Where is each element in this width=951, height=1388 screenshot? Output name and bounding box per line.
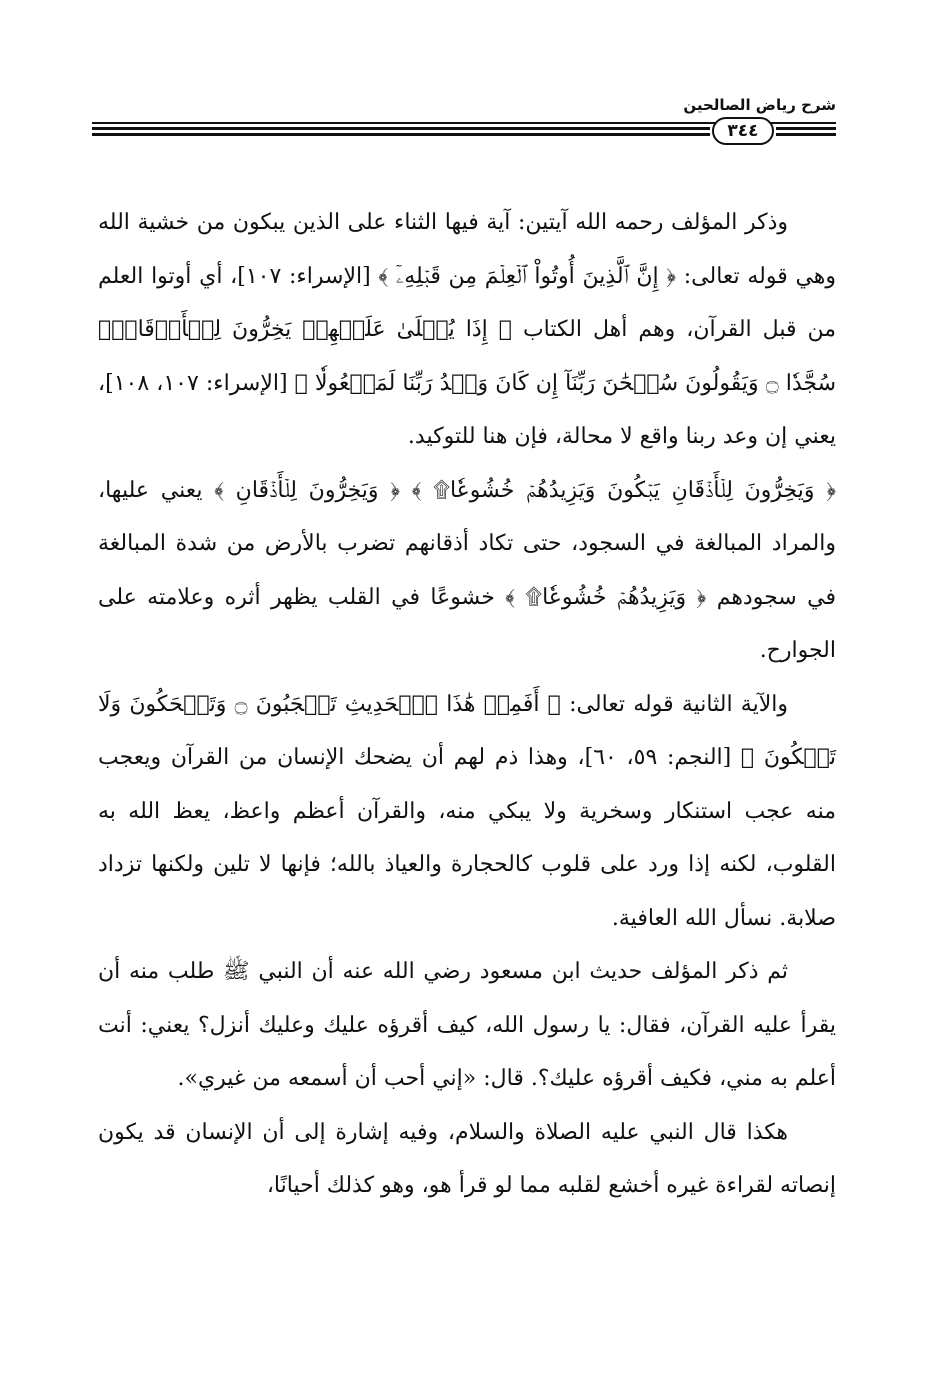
paragraph-5: هكذا قال النبي عليه الصلاة والسلام، وفيه إشارة إلى أن الإنسان قد يكون إنصاته لقراءة غيره أخشع لقلبه مما لو قرأ هو، وهو كذلك أحيانًا، [98,1119,836,1198]
paragraph-2: ﴿ وَيَخِرُّونَ لِلۡأَذۡقَانِ يَبۡكُونَ وَيَزِيدُهُمۡ خُشُوعٗا۩ ﴾ ﴿ وَيَخِرُّونَ لِلۡأَذۡقَانِ ﴾ يعني عليها، والمراد المبالغة في السجود، حتى تكاد أذقانهم تضرب بالأرض من شدة المبالغة في سجودهم ﴿ وَيَزِيدُهُمۡ خُشُوعٗا۩ ﴾ خشوعًا في القلب يظهر أثره وعلامته على الجوارح. [98,477,836,663]
running-book-title: شرح رياض الصالحين [683,96,836,114]
header-rule-left-lower [92,133,710,136]
paragraph-1: وذكر المؤلف رحمه الله آيتين: آية فيها الثناء على الذين يبكون من خشية الله وهي قوله تعالى: ﴿ إِنَّ ٱلَّذِينَ أُوتُواْ ٱلۡعِلۡمَ مِن قَبۡلِهِۦٓ ﴾ [الإسراء: ١٠٧]، أي أوتوا العلم من قبل القرآن، وهم أهل الكتاب ﴿ إِذَا يُتۡلَىٰ عَلَيۡهِمۡ يَخِرُّونَ لِلۡأَذۡقَانِۤ سُجَّدٗا ۝ وَيَقُولُونَ سُبۡحَٰنَ رَبِّنَآ إِن كَانَ وَعۡدُ رَبِّنَا لَمَفۡعُولٗا ﴾ [الإسراء: ١٠٧، ١٠٨]، يعني إن وعد ربنا واقع لا محالة، فإن هنا للتوكيد. [98,210,837,449]
page-body [98,196,836,1213]
header-rule-right-upper [776,127,836,130]
page-number-badge: ٣٤٤ [712,117,774,145]
page-header [92,96,836,156]
paragraph-3: والآية الثانية قوله تعالى: ﴿ أَفَمِنۡ هَٰذَا ٱلۡحَدِيثِ تَعۡجَبُونَ ۝ وَتَضۡحَكُونَ وَلَا تَبۡكُونَ ﴾ [النجم: ٥٩، ٦٠]، وهذا ذم لهم أن يضحك الإنسان من القرآن ويعجب منه عجب استنكار وسخرية ولا يبكي منه، والقرآن أعظم واعظ، يعظ الله به القلوب، لكنه إذا ورد على قلوب كالحجارة والعياذ بالله؛ فإنها لا تلين ولكنها تزداد صلابة. نسأل الله العافية. [98,691,837,931]
paragraph-4: ثم ذكر المؤلف حديث ابن مسعود رضي الله عنه أن النبي ﷺ طلب منه أن يقرأ عليه القرآن، فقال: يا رسول الله، كيف أقرؤه عليك وعليك أنزل؟ يعني: أنت أعلم به مني، فكيف أقرؤه عليك؟. قال: «إني أحب أن أسمعه من غيري». [98,959,836,1091]
header-rule-right-lower [776,133,836,136]
header-rule-left-upper [92,127,710,130]
